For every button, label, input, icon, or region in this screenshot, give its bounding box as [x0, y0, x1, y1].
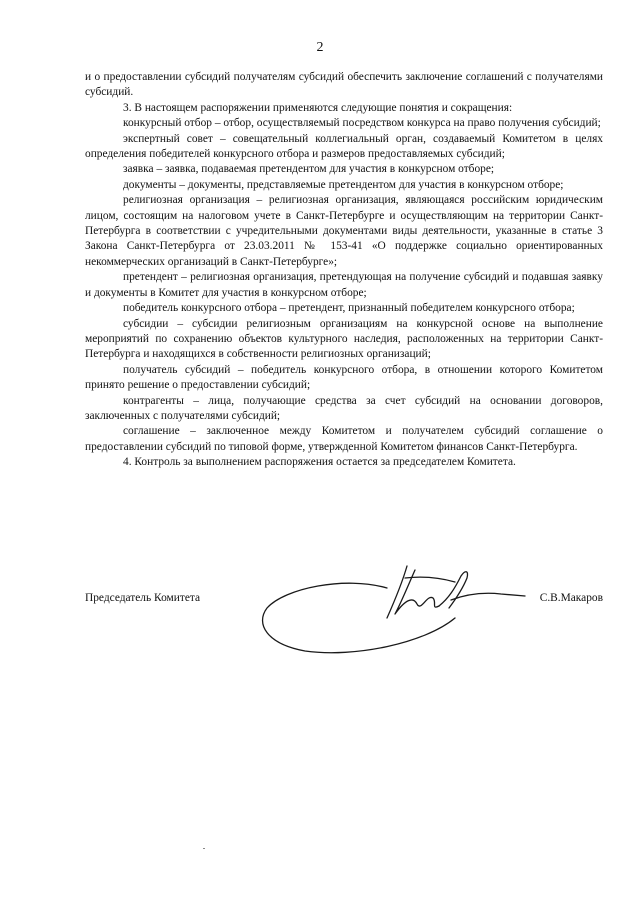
paragraph-item-4: 4. Контроль за выполнением распоряжения остается за председателем Комитета. — [123, 456, 516, 469]
scan-speck — [203, 848, 205, 849]
definition-kontragenty: контрагенты – лица, получающие средства за счет субсидий на основании договоров, заключенных с получателями субсидий; — [85, 394, 603, 422]
definition-religioznaya-organizatsiya: религиозная организация – религиозная организация, являющаяся российским юридическим лицом, состоящим на налоговом учете в Санкт-Петербурге и осуществляющим на территории Санкт-Петербурга в соответствии с учредительными документами виды деятельности, указанные в статье 3 Закона Санкт-Петербурга от 23.03.2011 № 153-41 «О поддержке социально ориентированных некоммерческих организаций в Санкт-Петербурге»; — [85, 194, 603, 268]
signatory-name: С.В.Макаров — [539, 592, 603, 604]
definition-konkursny-otbor: конкурсный отбор – отбор, осуществляемый посредством конкурса на право получения субсидий; — [123, 117, 601, 130]
signatory-title: Председатель Комитета — [85, 592, 201, 604]
definition-ekspertny-sovet: экспертный совет – совещательный коллегиальный орган, создаваемый Комитетом в целях определения победителей конкурсного отбора и размеров предоставляемых субсидий; — [85, 132, 603, 161]
definition-zayavka: заявка – заявка, подаваемая претендентом для участия в конкурсном отборе; — [123, 163, 495, 176]
paragraph-continuation: и о предоставлении субсидий получателям субсидий обеспечить заключение соглашений с получателями субсидий. — [85, 71, 603, 99]
handwritten-signature — [255, 548, 555, 658]
document-body — [85, 70, 603, 471]
page-number: 2 — [316, 40, 324, 55]
definition-pobeditel: победитель конкурсного отбора – претендент, признанный победителем конкурсного отбора; — [123, 302, 575, 315]
paragraph-item-3: 3. В настоящем распоряжении применяются следующие понятия и сокращения: — [123, 101, 513, 114]
definition-pretendent: претендент – религиозная организация, претендующая на получение субсидий и подавшая заявку и документы в Комитет для участия в конкурсном отборе; — [85, 271, 603, 299]
definition-dokumenty: документы – документы, представляемые претендентом для участия в конкурсном отборе; — [123, 178, 564, 191]
definition-subsidii: субсидии – субсидии религиозным организациям на конкурсной основе на выполнение мероприятий по сохранению объектов культурного наследия, расположенных на территории Санкт-Петербурга и находящихся в собственности религиозных организаций; — [85, 317, 603, 361]
definition-poluchatel: получатель субсидий – победитель конкурсного отбора, в отношении которого Комитетом принято решение о предоставлении субсидий; — [85, 363, 603, 392]
definition-soglashenie: соглашение – заключенное между Комитетом и получателем субсидий соглашение о предоставлении субсидий по типовой форме, утвержденной Комитетом финансов Санкт-Петербурга. — [85, 425, 603, 453]
